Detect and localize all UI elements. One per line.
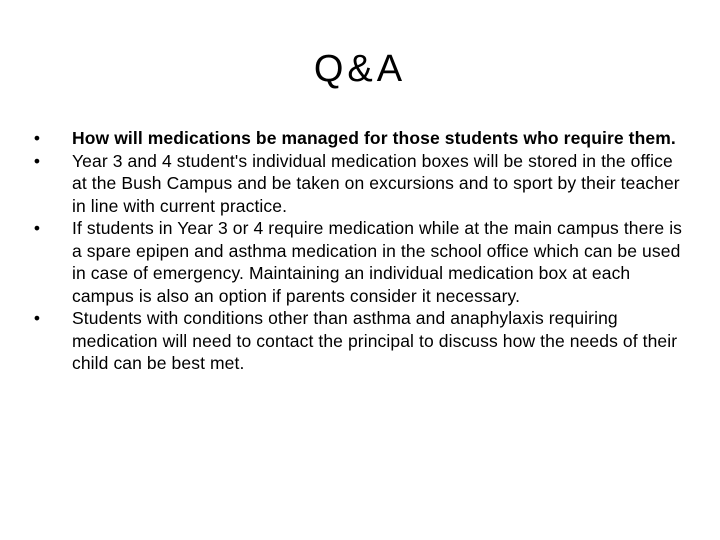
bullet-item-question xyxy=(28,127,688,150)
bullet-item-other-conditions xyxy=(28,307,688,375)
bullet-text: Students with conditions other than asthma and anaphylaxis requiring medication will need to contact the principal to discuss how the needs of their child can be best met. xyxy=(72,308,678,373)
bullet-item-storage xyxy=(28,150,688,218)
bullet-item-main-campus xyxy=(28,217,688,307)
bullet-icon: • xyxy=(33,128,41,148)
bullet-icon: • xyxy=(33,150,41,171)
bullet-text: How will medications be managed for those students who require them. xyxy=(72,128,676,148)
bullet-icon: • xyxy=(33,218,41,238)
bullet-text: If students in Year 3 or 4 require medication while at the main campus there is a spare epipen and asthma medication in the school office which can be used in case of emergency. Maintaining an individual medication box at each campus is also an option if parents consider it necessary. xyxy=(72,218,683,306)
bullet-icon: • xyxy=(33,308,41,328)
slide-title: Q&A xyxy=(313,48,407,90)
bullet-list xyxy=(28,127,688,375)
bullet-text: Year 3 and 4 student's individual medication boxes will be stored in the office at the Bush Campus and be taken on excursions and to sport by their teacher in line with current practice. xyxy=(72,150,680,216)
